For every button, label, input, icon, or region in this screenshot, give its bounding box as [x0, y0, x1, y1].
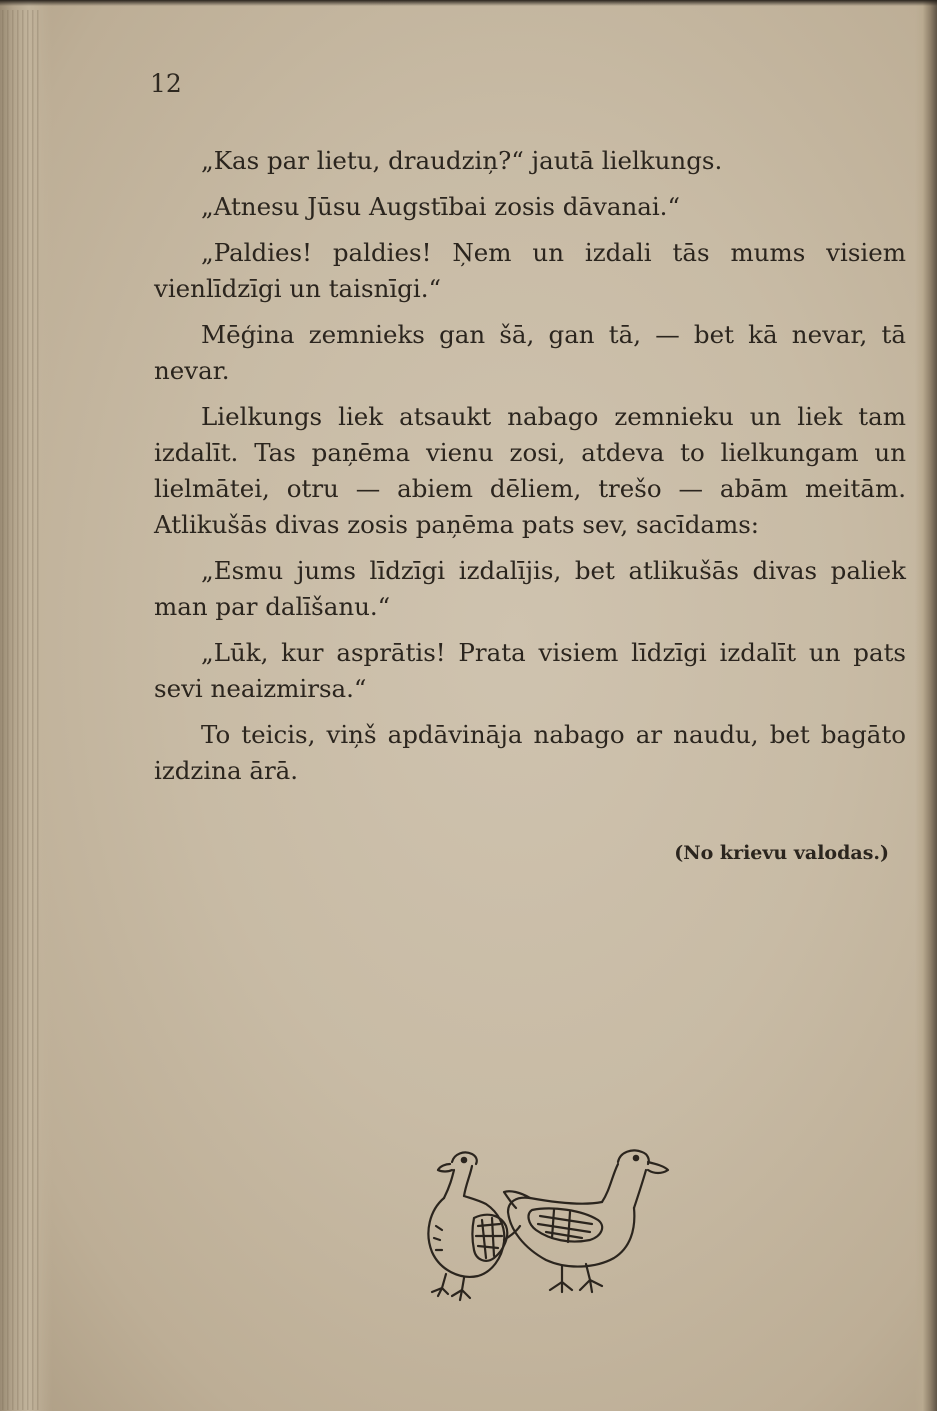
- source-note: (No krievu valodas.): [674, 842, 889, 864]
- page-top-edge: [0, 0, 937, 6]
- paragraph: Mēģina zemnieks gan šā, gan tā, — bet kā nevar, tā nevar.: [154, 320, 906, 385]
- page-stack-lines: [2, 10, 40, 1410]
- paragraph: Lielkungs liek atsaukt nabago zemnieku un liek tam izdalīt. Tas paņēma vienu zosi, atdeva to lielkungam un lielmātei, otru — abiem dēliem, trešo — abām meitām. Atlikušās divas zosis paņēma pats sev, sacīdams:: [154, 402, 906, 539]
- paragraph: To teicis, viņš apdāvināja nabago ar naudu, bet bagāto izdzina ārā.: [154, 720, 906, 785]
- paragraph: „Esmu jums līdzīgi izdalījis, bet atlikušās divas paliek man par dalīšanu.“: [154, 556, 906, 621]
- paragraph: „Paldies! paldies! Ņem un izdali tās mums visiem vienlīdzīgi un taisnīgi.“: [154, 238, 906, 303]
- story-text: [154, 143, 906, 799]
- paragraph: „Atnesu Jūsu Augstībai zosis dāvanai.“: [201, 192, 680, 221]
- paragraph: „Lūk, kur asprātis! Prata visiem līdzīgi izdalīt un pats sevi neaizmirsa.“: [154, 638, 906, 703]
- page-number: 12: [150, 69, 182, 98]
- page-right-edge: [915, 0, 937, 1411]
- left-goose-drawing: [428, 1152, 520, 1300]
- right-goose-drawing: [504, 1150, 668, 1292]
- geese-illustration: [412, 1140, 682, 1310]
- paragraph: „Kas par lietu, draudziņ?“ jautā lielkungs.: [201, 146, 723, 175]
